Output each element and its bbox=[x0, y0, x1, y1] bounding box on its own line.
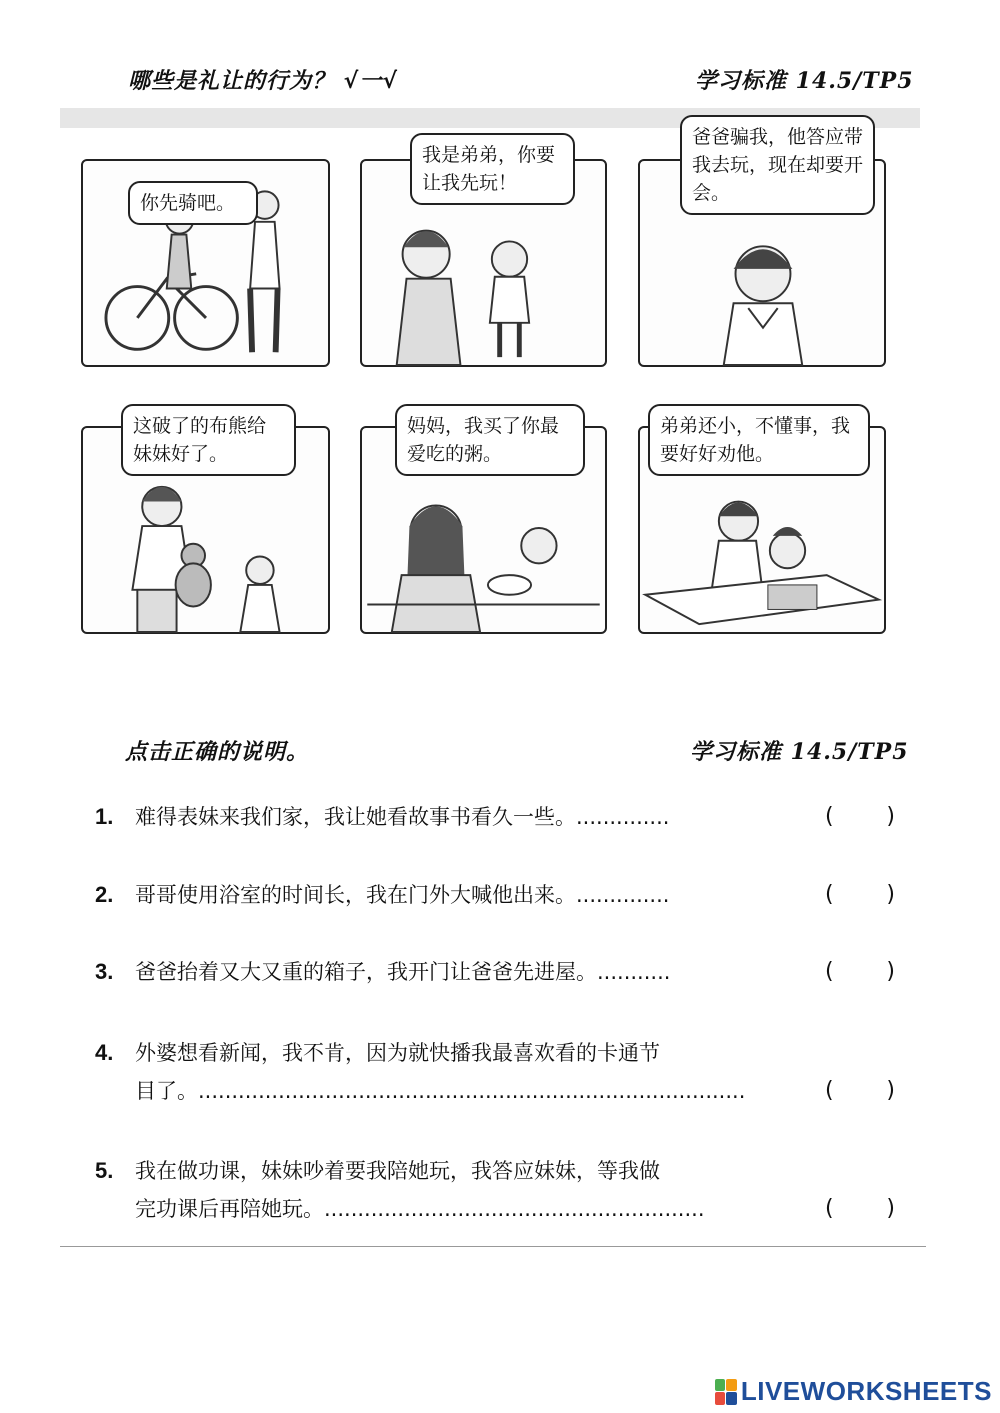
answer-box-1[interactable] bbox=[825, 797, 895, 837]
question-number: 2. bbox=[95, 882, 114, 907]
paren-close: ) bbox=[886, 959, 895, 984]
paren-close: ) bbox=[886, 804, 895, 829]
answer-box-4[interactable] bbox=[825, 1071, 895, 1111]
question-number: 3. bbox=[95, 959, 114, 984]
comic-panel-6[interactable] bbox=[638, 415, 886, 634]
paren-open: ( bbox=[825, 1196, 834, 1221]
logo-square-green bbox=[715, 1379, 726, 1392]
question-text-line1: 外婆想看新闻，我不肯，因为就快播我最喜欢看的卡通节 bbox=[135, 1041, 660, 1065]
liveworksheets-logo-icon bbox=[715, 1379, 737, 1405]
question-3 bbox=[95, 952, 895, 992]
paren-open: ( bbox=[825, 882, 834, 907]
paren-close: ) bbox=[886, 1196, 895, 1221]
section2-instruction: 点击正确的说明。 bbox=[125, 740, 310, 765]
comic-panel-5[interactable] bbox=[360, 415, 607, 634]
thought-bubble-6: 弟弟还小，不懂事，我要好好劝他。 bbox=[648, 404, 870, 476]
speech-bubble-1: 你先骑吧。 bbox=[128, 181, 258, 225]
paren-open: ( bbox=[825, 959, 834, 984]
paren-close: ) bbox=[886, 1078, 895, 1103]
comic-panel-3[interactable] bbox=[638, 126, 886, 367]
question-number: 5. bbox=[95, 1158, 114, 1183]
question-4 bbox=[95, 1033, 895, 1113]
question-text: 难得表妹来我们家，我让她看故事书看久一些。.............. bbox=[135, 805, 670, 829]
answer-box-3[interactable] bbox=[825, 952, 895, 992]
paren-open: ( bbox=[825, 1078, 834, 1103]
question-1 bbox=[95, 797, 895, 837]
thought-bubble-4: 这破了的布熊给妹妹好了。 bbox=[121, 404, 296, 476]
question-text: 哥哥使用浴室的时间长，我在门外大喊他出来。.............. bbox=[135, 883, 670, 907]
question-5 bbox=[95, 1151, 895, 1231]
paren-close: ) bbox=[886, 882, 895, 907]
question-text-line2: 完功课后再陪她玩。......................................................... bbox=[135, 1197, 705, 1221]
section2-standard: 学习标准 14.5/TP5 bbox=[690, 739, 909, 765]
logo-square-orange bbox=[726, 1379, 737, 1392]
question-text-line1: 我在做功课，妹妹吵着要我陪她玩，我答应妹妹，等我做 bbox=[135, 1159, 660, 1183]
paren-open: ( bbox=[825, 804, 834, 829]
question-number: 4. bbox=[95, 1040, 114, 1065]
liveworksheets-logo[interactable] bbox=[715, 1376, 992, 1407]
logo-square-red bbox=[715, 1392, 726, 1405]
speech-bubble-5: 妈妈，我买了你最爱吃的粥。 bbox=[395, 404, 585, 476]
logo-square-blue bbox=[726, 1392, 737, 1405]
question-number: 1. bbox=[95, 804, 114, 829]
divider bbox=[60, 1246, 926, 1247]
answer-box-5[interactable] bbox=[825, 1189, 895, 1229]
question-text: 爸爸抬着又大又重的箱子，我开门让爸爸先进屋。........... bbox=[135, 960, 671, 984]
question-text-line2: 目了。.................................................................................. bbox=[135, 1079, 746, 1103]
section1-standard: 学习标准 14.5/TP5 bbox=[695, 68, 914, 94]
speech-bubble-2: 我是弟弟，你要让我先玩！ bbox=[410, 133, 575, 205]
comic-panel-2[interactable] bbox=[360, 144, 607, 367]
comic-panel-1[interactable] bbox=[81, 159, 330, 367]
question-2 bbox=[95, 875, 895, 915]
logo-text: LIVEWORKSHEETS bbox=[740, 1376, 992, 1406]
answer-box-2[interactable] bbox=[825, 875, 895, 915]
comic-panel-4[interactable] bbox=[81, 415, 330, 634]
speech-bubble-3: 爸爸骗我，他答应带我去玩，现在却要开会。 bbox=[680, 115, 875, 215]
section1-instruction: 哪些是礼让的行为？ √一√ bbox=[128, 69, 399, 94]
